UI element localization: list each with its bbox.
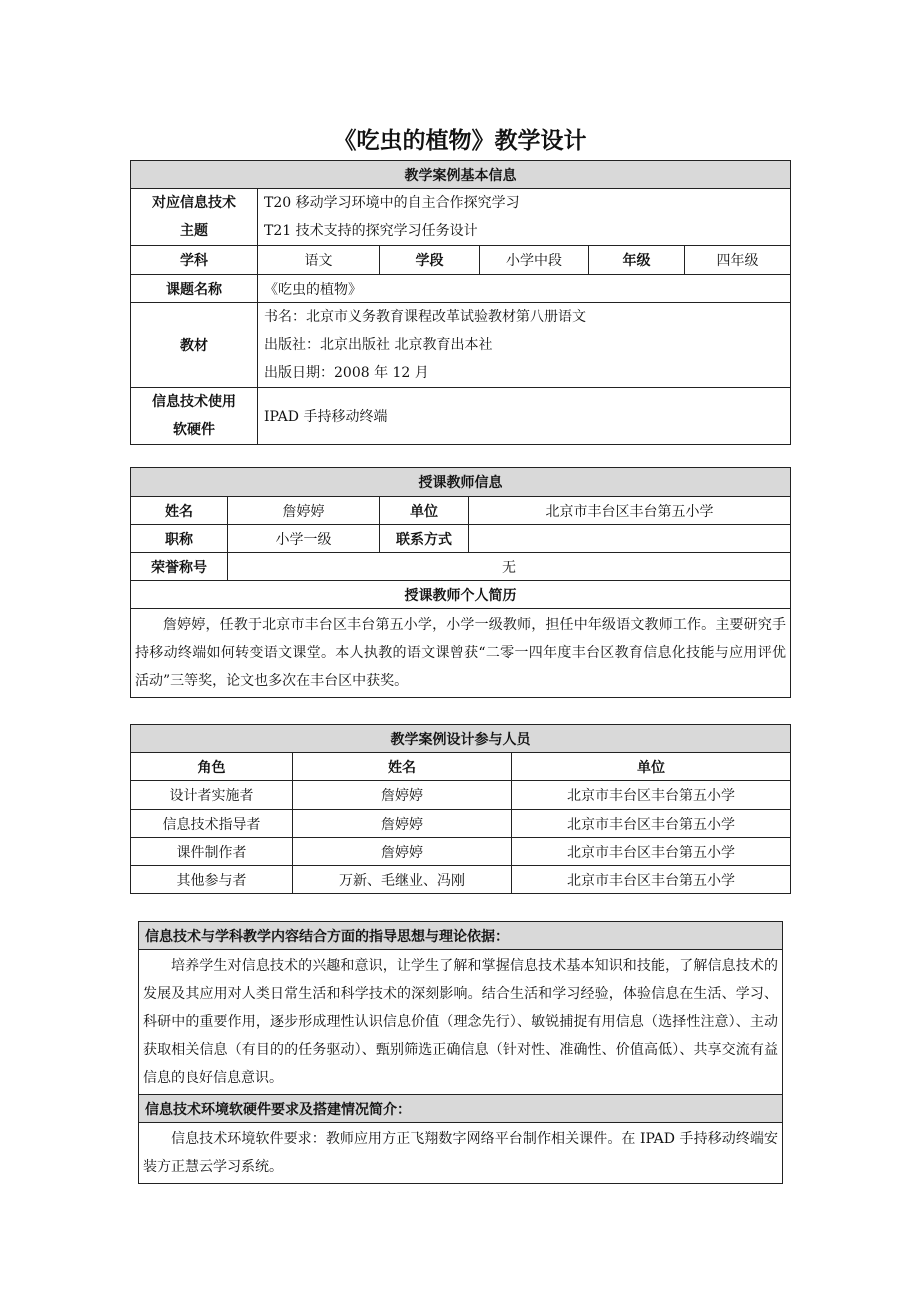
teacher-title-value: 小学一级 <box>228 525 380 553</box>
participant-role: 其他参与者 <box>131 866 293 894</box>
guidance-text: 培养学生对信息技术的兴趣和意识，让学生了解和掌握信息技术基本知识和技能，了解信息技术的发展及其应用对人类日常生活和科学技术的深刻影响。结合生活和学习经验，体验信息在生活、学习、科研中的重要作用，逐步形成理性认识信息价值（理念先行）、敏锐捕捉有用信息（选择性注意）、主动获取相关信息（有目的的任务驱动）、甄别筛选正确信息（针对性、准确性、价值高低）、共享交流有益信息的良好信息意识。 <box>139 950 783 1095</box>
teacher-info-header: 授课教师信息 <box>131 468 791 497</box>
participant-role: 课件制作者 <box>131 838 293 866</box>
material-value <box>258 303 791 388</box>
table-row <box>131 781 791 810</box>
material-line-2: 出版社：北京出版社 北京教育出本社 <box>264 337 493 353</box>
participant-role: 信息技术指导者 <box>131 810 293 838</box>
participants-table <box>130 724 791 894</box>
it-label-line-1: 信息技术使用 <box>152 394 236 410</box>
basic-info-header: 教学案例基本信息 <box>131 161 791 189</box>
guidance-header: 信息技术与学科教学内容结合方面的指导思想与理论依据： <box>139 922 783 950</box>
topic-label-line-1: 对应信息技术 <box>152 195 236 211</box>
teacher-contact-value <box>469 525 791 553</box>
col-header-role: 角色 <box>131 753 293 781</box>
subject-label: 学科 <box>131 246 258 275</box>
participant-name: 詹婷婷 <box>293 838 512 866</box>
table-row <box>131 810 791 838</box>
teacher-honor-value: 无 <box>228 553 791 581</box>
material-label: 教材 <box>131 303 258 388</box>
subject-value: 语文 <box>258 246 380 275</box>
teacher-honor-label: 荣誉称号 <box>131 553 228 581</box>
topic-value <box>258 189 791 246</box>
stage-value: 小学中段 <box>480 246 589 275</box>
participant-unit: 北京市丰台区丰台第五小学 <box>512 866 791 894</box>
environment-header: 信息技术环境软硬件要求及搭建情况简介： <box>139 1095 783 1123</box>
teacher-bio-header: 授课教师个人简历 <box>131 581 791 609</box>
teacher-bio-text: 詹婷婷，任教于北京市丰台区丰台第五小学，小学一级教师，担任中年级语文教师工作。主要研究手持移动终端如何转变语文课堂。本人执教的语文课曾获“二零一四年度丰台区教育信息化技能与应用评优活动”三等奖，论文也多次在丰台区中获奖。 <box>131 609 791 698</box>
teacher-name-value: 詹婷婷 <box>228 497 380 525</box>
participant-unit: 北京市丰台区丰台第五小学 <box>512 838 791 866</box>
topic-label <box>131 189 258 246</box>
grade-label: 年级 <box>589 246 685 275</box>
col-header-name: 姓名 <box>293 753 512 781</box>
table-row <box>131 838 791 866</box>
participant-unit: 北京市丰台区丰台第五小学 <box>512 810 791 838</box>
material-line-1: 书名：北京市义务教育课程改革试验教材第八册语文 <box>264 309 586 325</box>
col-header-unit: 单位 <box>512 753 791 781</box>
environment-text: 信息技术环境软件要求：教师应用方正飞翔数字网络平台制作相关课件。在 IPAD 手持移动终端安装方正慧云学习系统。 <box>139 1123 783 1184</box>
lesson-value: 《吃虫的植物》 <box>258 275 791 303</box>
topic-label-line-2: 主题 <box>180 223 208 239</box>
teacher-contact-label: 联系方式 <box>380 525 469 553</box>
teacher-unit-value: 北京市丰台区丰台第五小学 <box>469 497 791 525</box>
participant-name: 詹婷婷 <box>293 810 512 838</box>
stage-label: 学段 <box>380 246 480 275</box>
basic-info-table <box>130 160 791 445</box>
teacher-title-label: 职称 <box>131 525 228 553</box>
teacher-unit-label: 单位 <box>380 497 469 525</box>
grade-value: 四年级 <box>685 246 791 275</box>
topic-line-2: T21 技术支持的探究学习任务设计 <box>264 223 478 239</box>
guidance-table <box>138 921 783 1184</box>
participant-unit: 北京市丰台区丰台第五小学 <box>512 781 791 810</box>
teacher-name-label: 姓名 <box>131 497 228 525</box>
table-row <box>131 866 791 894</box>
material-line-3: 出版日期：2008 年 12 月 <box>264 365 429 381</box>
topic-line-1: T20 移动学习环境中的自主合作探究学习 <box>264 195 520 211</box>
it-label <box>131 388 258 445</box>
it-label-line-2: 软硬件 <box>173 422 215 438</box>
participant-role: 设计者实施者 <box>131 781 293 810</box>
participant-name: 万新、毛继业、冯刚 <box>293 866 512 894</box>
lesson-label: 课题名称 <box>131 275 258 303</box>
participants-header: 教学案例设计参与人员 <box>131 725 791 753</box>
page-title: 《吃虫的植物》教学设计 <box>333 128 587 154</box>
teacher-info-table <box>130 467 791 698</box>
it-value: IPAD 手持移动终端 <box>258 388 791 445</box>
participant-name: 詹婷婷 <box>293 781 512 810</box>
